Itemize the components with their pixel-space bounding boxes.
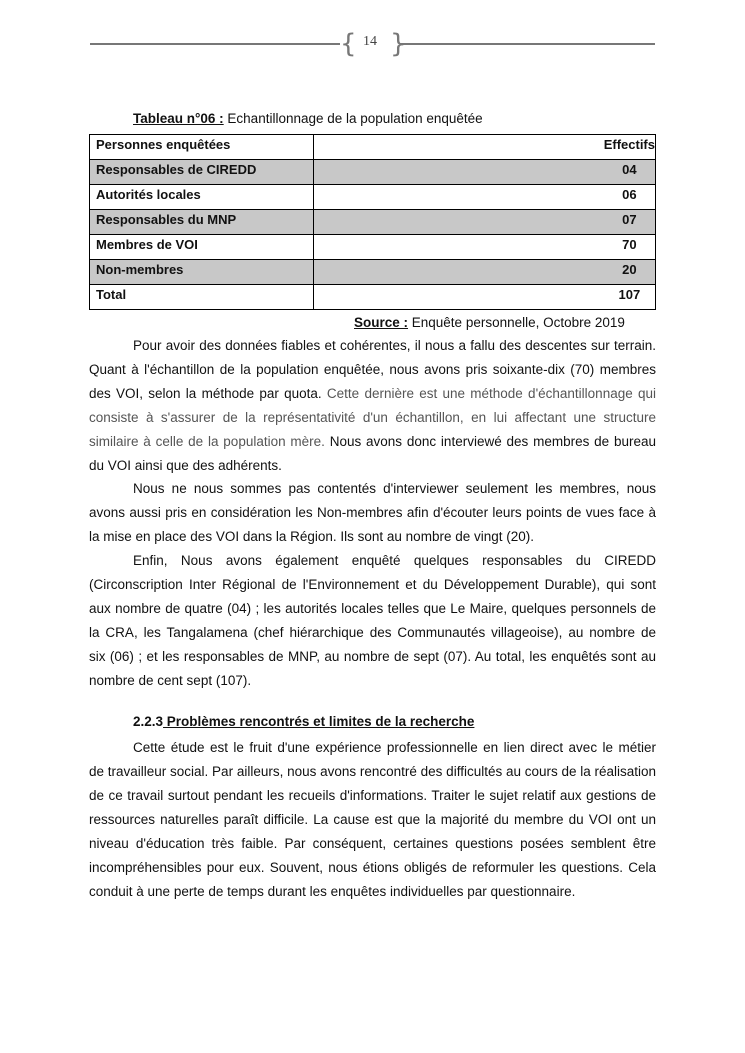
- text-line: niveau d'éducation très faible. Par conséquent, certaines questions posées semblent être: [89, 836, 656, 851]
- row-value: 06: [313, 185, 655, 210]
- text-line: aux nombre de quatre (04) ; les autorités locales telles que Le Maire, quelques personnels de: [89, 601, 656, 616]
- text-line: Cette étude est le fruit d'une expérience professionnelle en lien direct avec le métier: [133, 740, 656, 755]
- text-line: conduit à une perte de temps durant les enquêtes individuelles par questionnaire.: [89, 884, 576, 899]
- text-line: [89, 382, 656, 406]
- table-row: [90, 210, 656, 235]
- row-value: 107: [313, 285, 655, 310]
- header-rule-right: [400, 43, 655, 45]
- text-line: consiste à s'assurer de la représentativité d'un échantillon, en lui affectant une structure: [89, 410, 656, 425]
- section-title: Problèmes rencontrés et limites de la recherche: [163, 714, 475, 729]
- text-fragment: Cette dernière est une méthode d'échantillonnage qui: [326, 386, 656, 401]
- text-line: six (06) ; et les responsables de MNP, au nombre de sept (07). Au total, les enquêtés sont au: [89, 649, 656, 664]
- text-line: la mise en place des VOI dans la Région. Ils sont au nombre de vingt (20).: [89, 529, 534, 544]
- paragraph-2: [89, 477, 656, 549]
- text-line: de travailleur social. Par ailleurs, nous avons rencontré des difficultés au cours de la réalisation: [89, 764, 657, 779]
- text-line: avons aussi pris en considération les Non-membres afin d'écouter leurs points de vues face à: [89, 505, 656, 520]
- row-value: 70: [313, 235, 655, 260]
- table-row: [90, 185, 656, 210]
- section-number: 2.2.3: [133, 714, 164, 729]
- table-caption: [133, 111, 483, 126]
- caption-label: Tableau n°06 :: [133, 111, 224, 126]
- text-fragment: similaire à celle de la population mère.: [89, 434, 325, 449]
- header-rule-left: [90, 43, 340, 45]
- text-line: (Circonscription Inter Régional de l'Environnement et du Développement Durable), qui sont: [89, 577, 656, 592]
- text-line: Enfin, Nous avons également enquêté quelques responsables du CIREDD: [133, 553, 656, 568]
- text-line: nombre de cent sept (107).: [89, 673, 252, 688]
- row-label: Responsables de CIREDD: [90, 160, 314, 185]
- table-row-total: [90, 285, 656, 310]
- table-source: [354, 315, 625, 330]
- table-row: [90, 160, 656, 185]
- row-label: Non-membres: [90, 260, 314, 285]
- row-label: Membres de VOI: [90, 235, 314, 260]
- header-cell: Effectifs: [313, 135, 655, 160]
- row-label: Autorités locales: [90, 185, 314, 210]
- row-value: 20: [313, 260, 655, 285]
- text-line: de ce travail surtout pendant les recueils d'informations. Traiter le sujet relatif aux gestions de: [89, 788, 656, 803]
- row-value: 07: [313, 210, 655, 235]
- sampling-table: [89, 134, 656, 310]
- table-row: [90, 260, 656, 285]
- source-label: Source :: [354, 315, 409, 330]
- row-label: Total: [90, 285, 314, 310]
- text-line: Pour avoir des données fiables et cohérentes, il nous a fallu des descentes sur terrain.: [133, 338, 656, 353]
- text-line: Quant à l'échantillon de la population enquêtée, nous avons pris soixante-dix (70) membres: [89, 362, 656, 377]
- row-label: Responsables du MNP: [90, 210, 314, 235]
- bracket-left: {: [340, 29, 357, 59]
- bracket-right: }: [390, 29, 407, 59]
- paragraph-3: [89, 549, 656, 693]
- text-line: Nous ne nous sommes pas contentés d'interviewer seulement les membres, nous: [133, 481, 656, 496]
- paragraph-1: [89, 334, 656, 478]
- text-fragment: Nous avons donc interviewé des membres de bureau: [324, 434, 656, 449]
- caption-text: Echantillonnage de la population enquêtée: [223, 111, 483, 126]
- text-line: [89, 430, 656, 454]
- row-value: 04: [313, 160, 655, 185]
- paragraph-4: [89, 736, 656, 904]
- table-row: [90, 235, 656, 260]
- source-text: Enquête personnelle, Octobre 2019: [408, 315, 625, 330]
- page-number: 14: [363, 34, 377, 49]
- text-fragment: des VOI, selon la méthode par quota.: [89, 386, 327, 401]
- text-line: la CRA, les Tangalamena (chef hiérarchique des Communautés villageoise), au nombre de: [89, 625, 656, 640]
- text-line: du VOI ainsi que des adhérents.: [89, 458, 282, 473]
- section-heading: [133, 714, 474, 729]
- table-header-row: [90, 135, 656, 160]
- text-line: ressources naturelles paraît difficile. La cause est que la majorité du membre du VOI ont un: [89, 812, 656, 827]
- text-line: incompréhensibles pour eux. Souvent, nous étions obligés de reformuler les questions. Cela: [89, 860, 656, 875]
- header-cell: Personnes enquêtées: [90, 135, 314, 160]
